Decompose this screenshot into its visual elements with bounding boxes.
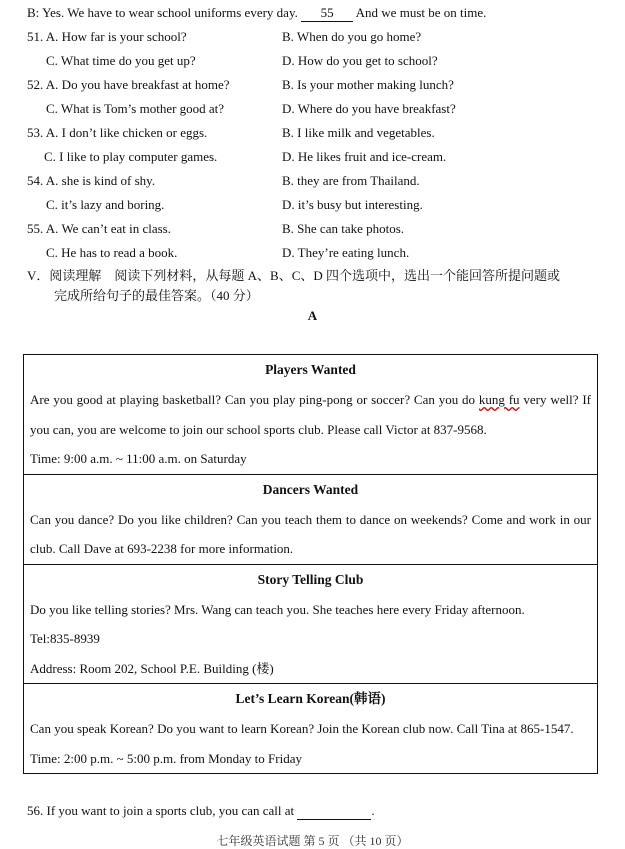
speaker-label: B: [27,5,40,20]
dialogue-text: Yes. We have to wear school uniforms every day. [42,5,298,20]
ad-body: Can you speak Korean? Do you want to learn Korean? Join the Korean club now. Call Tina at 865-1547. [30,721,574,736]
question-number: 54. [27,173,44,188]
option-b: B. they are from Thailand. [282,173,420,188]
option-c: C. What is Tom’s mother good at? [46,101,225,116]
question-number: 52. [27,77,44,92]
question-number: 53. [27,125,44,140]
question-56 [27,803,375,820]
question-52-row1 [27,77,230,93]
option-c: C. He has to read a book. [46,245,178,260]
dialogue-line [27,5,486,22]
section-heading-cont: 完成所给句子的最佳答案。（40 分） [54,288,259,303]
option-d: D. How do you get to school? [282,53,438,68]
page-footer: 七年级英语试题 第 5 页 （共 10 页） [216,834,409,848]
question-55-row1 [27,221,171,237]
option-b: B. Is your mother making lunch? [282,77,454,92]
option-b: B. She can take photos. [282,221,405,236]
ad-story-telling [24,564,598,684]
option-d: D. Where do you have breakfast? [282,101,456,116]
option-a: A. Do you have breakfast at home? [45,77,230,92]
section-heading: V．阅读理解 阅读下列材料，从每题 A、B、C、D 四个选项中，选出一个能回答所提问题或 [27,268,561,283]
ad-time: Time: 9:00 a.m. ~ 11:00 a.m. on Saturday [30,451,247,466]
option-b: B. When do you go home? [282,29,422,44]
option-a: A. We can’t eat in class. [45,221,171,236]
question-53-row1 [27,125,207,141]
option-d: D. He likes fruit and ice-cream. [282,149,447,164]
ad-dancers [24,474,598,564]
ad-title: Dancers Wanted [262,481,359,497]
dialogue-text-after: And we must be on time. [355,5,487,20]
question-56-text: 56. If you want to join a sports club, you can call at [27,803,295,818]
ad-title: Story Telling Club [257,571,364,587]
ad-korean [24,684,598,774]
ad-body: Do you like telling stories? Mrs. Wang can teach you. She teaches here every Friday afternoon. [30,601,525,617]
answer-blank-56[interactable] [297,803,371,820]
option-a: A. she is kind of shy. [45,173,156,188]
ad-title: Players Wanted [265,362,356,377]
option-a: A. How far is your school? [45,29,187,44]
ads-table [23,354,598,774]
option-d: D. it’s busy but interesting. [282,197,423,212]
ad-time: Time: 2:00 p.m. ~ 5:00 p.m. from Monday to Friday [30,750,302,766]
answer-blank-55: 55 [301,5,353,22]
option-b: B. I like milk and vegetables. [282,125,435,140]
ad-tel: Tel:835-8939 [30,631,100,646]
ad-address: Address: Room 202, School P.E. Building (楼) [30,660,274,676]
option-c: C. I like to play computer games. [44,149,218,164]
ad-title: Let’s Learn Korean(韩语) [235,691,386,706]
ad-body-text: Are you good at playing basketball? Can you play ping-pong or soccer? Can you do [30,392,479,407]
option-d: D. They’re eating lunch. [282,245,410,260]
question-54-row1 [27,173,155,189]
option-c: C. What time do you get up? [46,53,196,68]
question-number: 51. [27,29,44,44]
ad-body: Can you dance? Do you like children? Can you teach them to dance on weekends? Come and work in our club. Call Dave at 693-2238 for more information. [30,511,591,556]
part-label: A [307,308,318,323]
ad-body-text-after: very well? If you can, you are welcome to join our school sports club. Please call Victor at 837-9568. [30,392,591,437]
question-51-row1 [27,29,187,45]
ad-players [24,355,598,475]
option-a: A. I don’t like chicken or eggs. [45,125,208,140]
ad-body-wavy: kung fu [478,392,520,407]
option-c: C. it’s lazy and boring. [46,197,165,212]
question-number: 55. [27,221,44,236]
ad-body [30,385,591,444]
question-56-end: . [371,803,375,818]
